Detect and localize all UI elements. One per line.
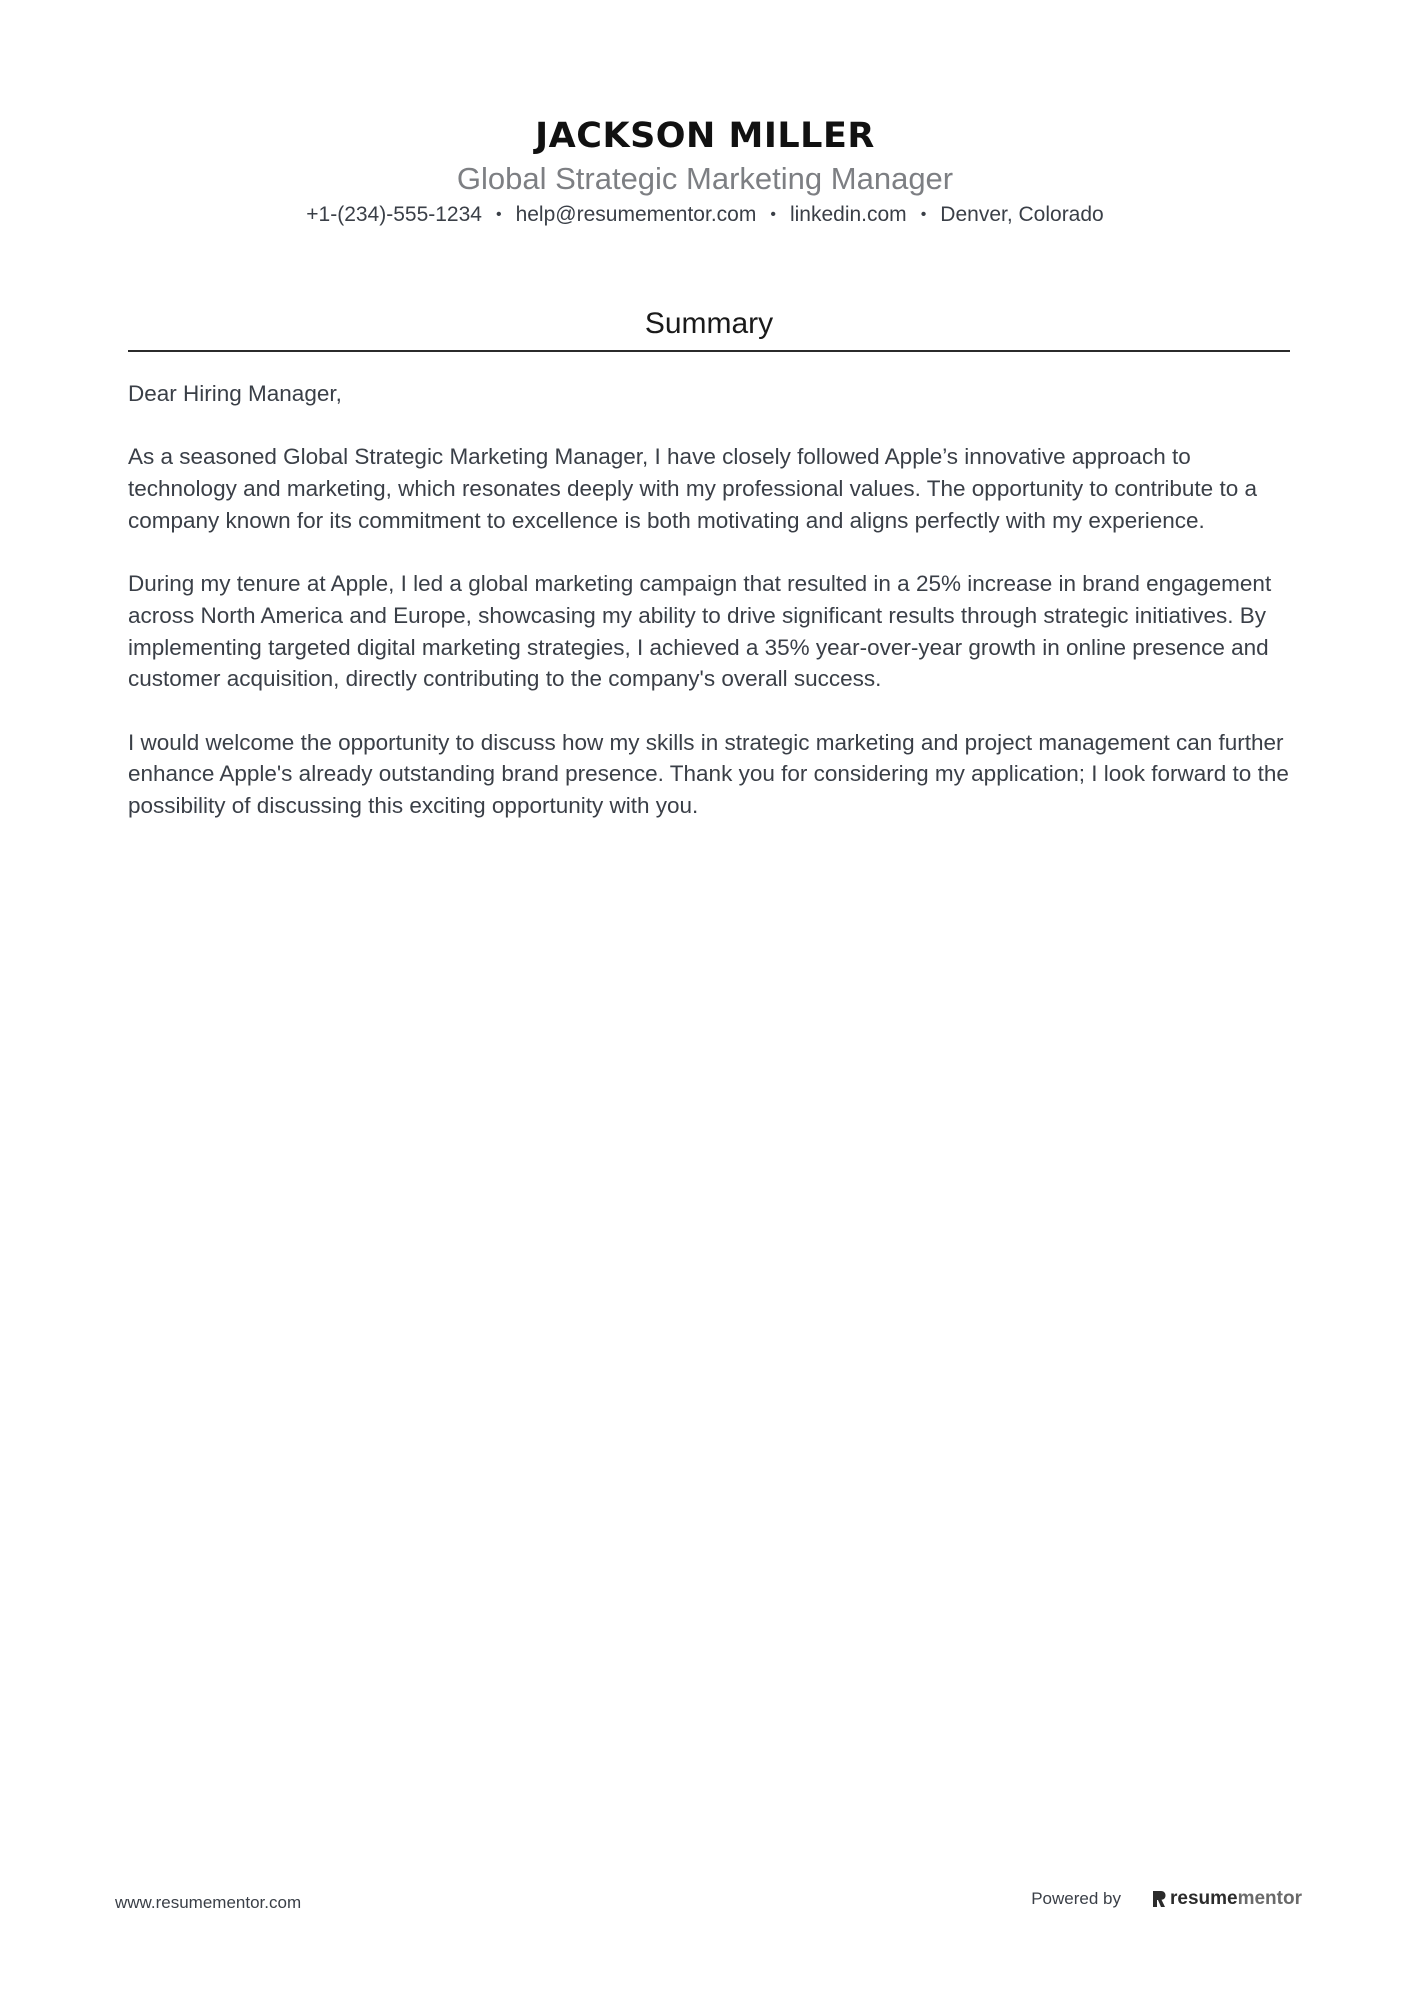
contact-email[interactable]: help@resumementor.com xyxy=(515,203,757,226)
bullet-separator: • xyxy=(495,206,502,223)
section-heading-summary: Summary xyxy=(644,307,774,340)
letter-paragraph: During my tenure at Apple, I led a global marketing campaign that resulted in a 25% increase in brand engagement across North America and Europe, showcasing my ability to drive significant results through strategic initiatives. By implementing targeted digital marketing strategies, I achieved a 35% year-over-year growth in online presence and customer acquisition, directly contributing to the company's overall success. xyxy=(128,571,1272,692)
job-title: Global Strategic Marketing Manager xyxy=(456,161,954,196)
bullet-separator: • xyxy=(770,206,776,223)
powered-by-label: Powered by xyxy=(1031,1889,1121,1908)
brand-name-resume: resume xyxy=(1169,1888,1238,1909)
candidate-name: JACKSON MILLER xyxy=(535,116,875,156)
salutation: Dear Hiring Manager, xyxy=(128,381,342,406)
footer-branding xyxy=(1031,1888,1302,1910)
contact-info xyxy=(0,198,1410,232)
contact-linkedin[interactable]: linkedin.com xyxy=(789,203,907,226)
letter-paragraph: I would welcome the opportunity to discuss how my skills in strategic marketing and project management can further enhance Apple's already outstanding brand presence. Thank you for considering my application; I look forward to the possibility of discussing this exciting opportunity with you. xyxy=(128,729,1289,819)
brand-logo[interactable] xyxy=(1151,1888,1302,1910)
footer-website[interactable]: www.resumementor.com xyxy=(115,1893,302,1912)
letter-paragraph: As a seasoned Global Strategic Marketing Manager, I have closely followed Apple’s innovative approach to technology and marketing, which resonates deeply with my professional values. The opportunity to contribute to a company known for its commitment to excellence is both motivating and aligns perfectly with my experience. xyxy=(128,444,1257,533)
resumementor-logo-icon xyxy=(1151,1889,1167,1909)
section-divider xyxy=(128,350,1290,352)
contact-phone: +1-(234)-555-1234 xyxy=(306,203,482,226)
brand-name-mentor: mentor xyxy=(1237,1888,1302,1909)
bullet-separator: • xyxy=(920,206,927,223)
contact-location: Denver, Colorado xyxy=(940,203,1104,226)
resume-header xyxy=(0,112,1410,232)
cover-letter-body xyxy=(128,378,1290,853)
